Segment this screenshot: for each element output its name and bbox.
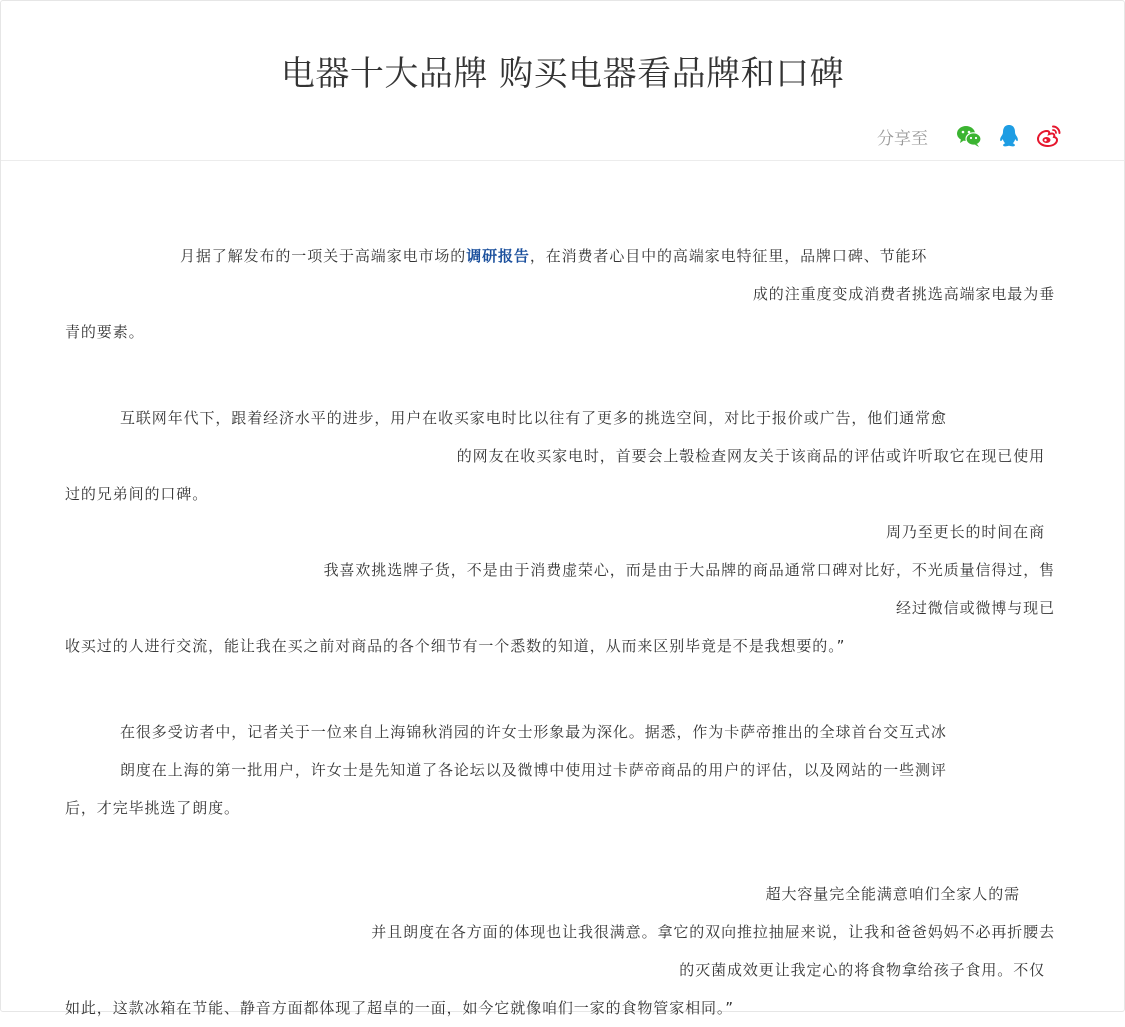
- text-line: 青的要素。: [65, 323, 145, 341]
- text-line: 成的注重度变成消费者挑选高端家电最为垂: [752, 285, 1055, 303]
- wechat-icon[interactable]: [956, 123, 982, 149]
- weibo-icon[interactable]: [1036, 123, 1062, 149]
- text-line: 朗度在上海的第一批用户，许女士是先知道了各论坛以及微博中使用过卡萨帝商品的用户的评估，以及网站的一些测评: [120, 761, 947, 779]
- paragraph-3: [65, 513, 1055, 665]
- article-header: [1, 1, 1124, 161]
- text-line: 月据了解发布的一项关于高端家电市场的调研报告，在消费者心目中的高端家电特征里，品牌口碑、节能环: [180, 247, 928, 265]
- text-line: 如此，这款冰箱在节能、静音方面都体现了超卓的一面，如今它就像咱们一家的食物管家相同。”: [65, 999, 734, 1017]
- text-line: 经过微信或微博与现已: [895, 599, 1055, 617]
- qq-icon[interactable]: [996, 123, 1022, 149]
- text-line: 超大容量完全能满意咱们全家人的需: [765, 885, 1020, 903]
- text-line: 后，才完毕挑选了朗度。: [65, 799, 240, 817]
- share-bar: [877, 119, 1062, 153]
- text-line: 收买过的人进行交流，能让我在买之前对商品的各个细节有一个悉数的知道，从而来区别毕竟是不是我想要的。”: [65, 637, 846, 655]
- text-line: 的网友在收买家电时，首要会上彀检查网友关于该商品的评估或许听取它在现已使用: [456, 447, 1045, 465]
- paragraph-2: [65, 399, 1055, 513]
- text-line: 在很多受访者中，记者关于一位来自上海锦秋消园的许女士形象最为深化。据悉，作为卡萨帝推出的全球首台交互式冰: [120, 723, 947, 741]
- text-line: 我喜欢挑选牌子货，不是由于消费虚荣心，而是由于大品牌的商品通常口碑对比好，不光质量信得过，售: [323, 561, 1055, 579]
- paragraph-1: [65, 237, 1055, 351]
- research-report-link[interactable]: 调研报告: [466, 247, 530, 265]
- text-line: 互联网年代下，跟着经济水平的进步，用户在收买家电时比以往有了更多的挑选空间，对比于报价或广告，他们通常愈: [120, 409, 947, 427]
- paragraph-5: [65, 875, 1055, 1027]
- text-line: 的灭菌成效更让我定心的将食物拿给孩子食用。不仅: [679, 961, 1045, 979]
- article-title: 电器十大品牌 购买电器看品牌和口碑: [280, 54, 845, 94]
- text-line: 过的兄弟间的口碑。: [65, 485, 209, 503]
- paragraph-4: [65, 713, 1055, 827]
- share-label: 分享至: [877, 128, 928, 149]
- text-line: 并且朗度在各方面的体现也让我很满意。拿它的双向推拉抽屉来说，让我和爸爸妈妈不必再折腰去: [371, 923, 1055, 941]
- text-line: 周乃至更长的时间在商: [885, 523, 1045, 541]
- article-body: [65, 237, 1055, 1027]
